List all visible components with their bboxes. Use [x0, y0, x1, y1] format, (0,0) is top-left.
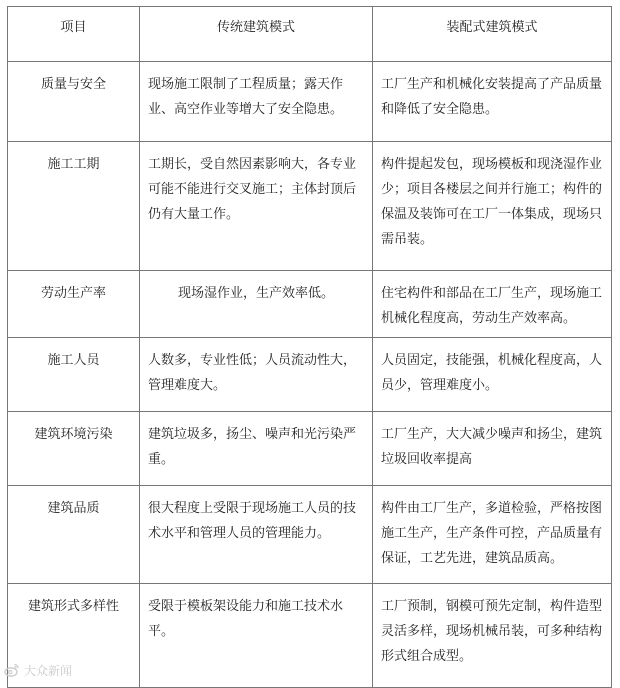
watermark — [4, 660, 72, 680]
watermark-text: 大众新闻 — [24, 663, 73, 678]
row-traditional-cell: 工期长，受自然因素影响大，各专业可能不能进行交叉施工；主体封顶后仍有大量工作。 — [140, 142, 373, 271]
row-prefab-cell: 人员固定，技能强，机械化程度高，人员少，管理难度小。 — [373, 338, 612, 412]
row-prefab-cell: 构件提起发包，现场模板和现浇湿作业少；项目各楼层之间并行施工；构件的保温及装饰可在工厂一体集成，现场只需吊装。 — [373, 142, 612, 271]
row-item-label: 建筑形式多样性 — [8, 584, 140, 688]
table-row — [8, 271, 612, 338]
row-traditional-cell: 建筑垃圾多，扬尘、噪声和光污染严重。 — [140, 412, 373, 486]
table-row — [8, 486, 612, 584]
row-item-label: 施工工期 — [8, 142, 140, 271]
row-traditional-cell: 人数多，专业性低；人员流动性大，管理难度大。 — [140, 338, 373, 412]
table-row — [8, 584, 612, 688]
row-prefab-cell: 工厂生产，大大减少噪声和扬尘，建筑垃圾回收率提高 — [373, 412, 612, 486]
table-row — [8, 412, 612, 486]
weibo-icon — [4, 662, 20, 678]
row-prefab-cell: 构件由工厂生产，多道检验，严格按图施工生产，生产条件可控，产品质量有保证，工艺先进，建筑品质高。 — [373, 486, 612, 584]
header-traditional: 传统建筑模式 — [140, 7, 373, 62]
table-row — [8, 62, 612, 142]
row-item-label: 劳动生产率 — [8, 271, 140, 338]
row-prefab-cell: 住宅构件和部品在工厂生产，现场施工机械化程度高，劳动生产效率高。 — [373, 271, 612, 338]
row-prefab-cell: 工厂预制，钢模可预先定制，构件造型灵活多样，现场机械吊装，可多种结构形式组合成型。 — [373, 584, 612, 688]
row-item-label: 施工人员 — [8, 338, 140, 412]
row-item-label: 建筑环境污染 — [8, 412, 140, 486]
row-item-label: 建筑品质 — [8, 486, 140, 584]
header-item: 项目 — [8, 7, 140, 62]
row-prefab-cell: 工厂生产和机械化安装提高了产品质量和降低了安全隐患。 — [373, 62, 612, 142]
comparison-table — [7, 6, 612, 688]
row-traditional-cell: 受限于模板架设能力和施工技术水平。 — [140, 584, 373, 688]
table-row — [8, 142, 612, 271]
header-row — [8, 7, 612, 62]
header-prefab: 装配式建筑模式 — [373, 7, 612, 62]
table-row — [8, 338, 612, 412]
row-traditional-cell: 很大程度上受限于现场施工人员的技术水平和管理人员的管理能力。 — [140, 486, 373, 584]
row-traditional-cell: 现场施工限制了工程质量；露天作业、高空作业等增大了安全隐患。 — [140, 62, 373, 142]
row-item-label: 质量与安全 — [8, 62, 140, 142]
row-traditional-cell: 现场湿作业，生产效率低。 — [140, 271, 373, 338]
